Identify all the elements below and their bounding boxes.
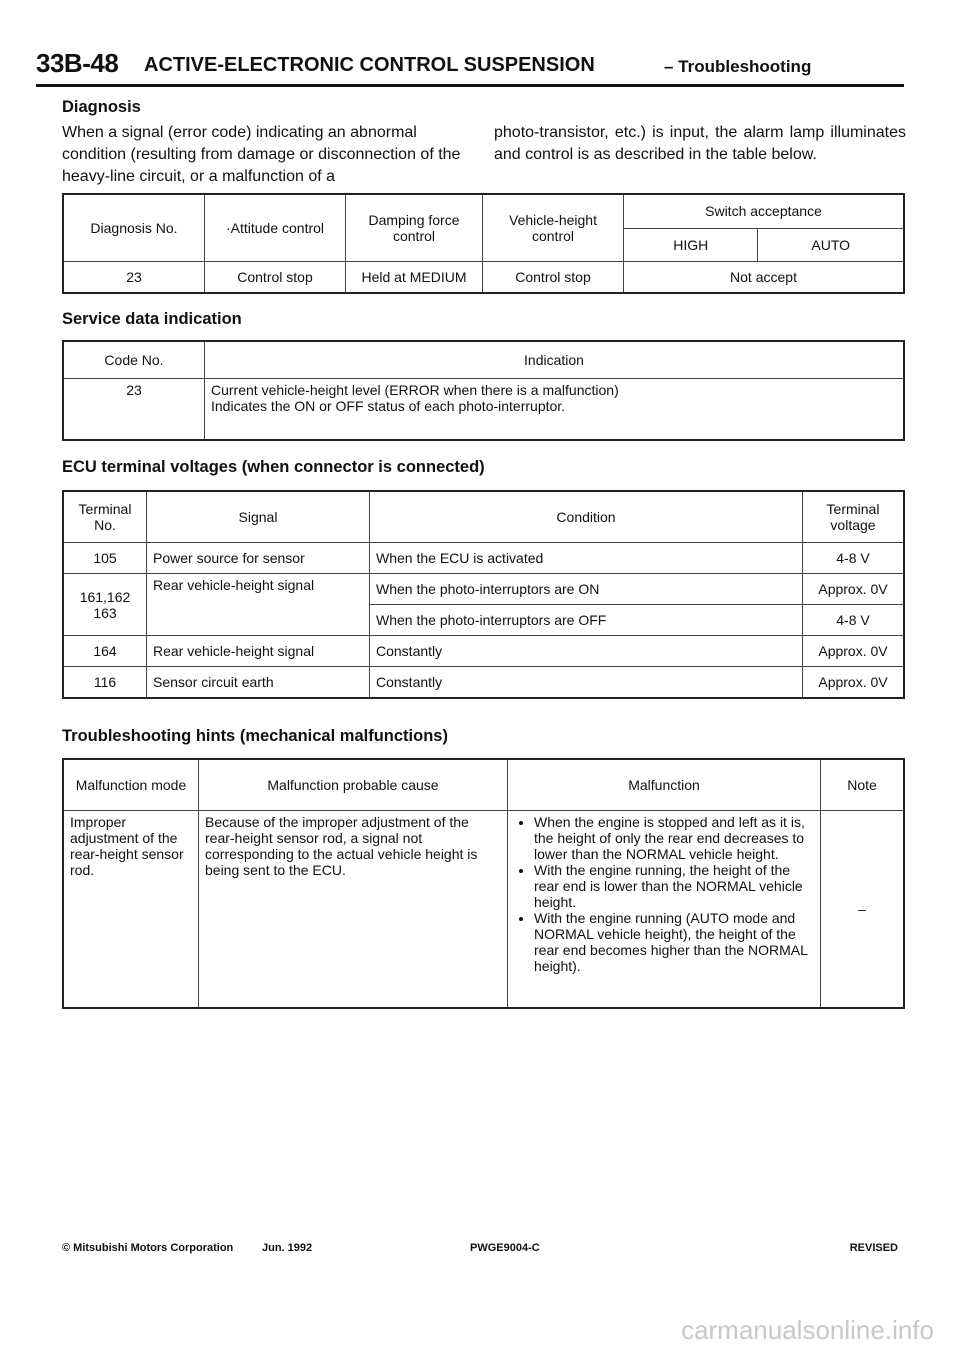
list-item: • When the engine is stopped and left as it is, the height of only the rear end decreases to lower than the NORMAL vehicle height. <box>534 814 814 862</box>
cell-voltage: 4-8 V <box>803 605 905 636</box>
indication-line-2: Indicates the ON or OFF status of each photo-interruptor. <box>211 398 566 414</box>
cell-diag-no: 23 <box>63 262 205 294</box>
service-table <box>62 340 905 441</box>
page-header <box>36 48 904 87</box>
th-indication: Indication <box>205 341 905 379</box>
cell-damping: Held at MEDIUM <box>346 262 483 294</box>
section-subtitle: – Troubleshooting <box>664 57 812 76</box>
ecu-table <box>62 490 905 699</box>
cell-voltage: Approx. 0V <box>803 667 905 699</box>
cell-note: – <box>821 811 905 1009</box>
ecu-heading: ECU terminal voltages (when connector is connected) <box>62 458 485 476</box>
th-diagnosis-no: Diagnosis No. <box>63 194 205 262</box>
th-switch-acceptance: Switch acceptance <box>624 194 905 228</box>
cell-signal: Sensor circuit earth <box>147 667 370 699</box>
page-number: 33B-48 <box>36 48 119 78</box>
cell-condition: When the ECU is activated <box>370 543 803 574</box>
cell-attitude: Control stop <box>205 262 346 294</box>
footer-code: PWGE9004-C <box>470 1242 540 1254</box>
cell-voltage: Approx. 0V <box>803 636 905 667</box>
service-heading: Service data indication <box>62 310 242 328</box>
watermark: carmanualsonline.info <box>681 1315 934 1345</box>
cell-signal: Rear vehicle-height signal <box>147 636 370 667</box>
diagnosis-heading: Diagnosis <box>62 98 141 116</box>
cell-voltage: 4-8 V <box>803 543 905 574</box>
cell-terminal: 116 <box>63 667 147 699</box>
cell-signal: Power source for sensor <box>147 543 370 574</box>
th-terminal-voltage: Terminal voltage <box>803 491 905 543</box>
cell-voltage: Approx. 0V <box>803 574 905 605</box>
diagnosis-text-right: photo-transistor, etc.) is input, the alarm lamp illuminates and control is as described in the table below. <box>494 124 906 163</box>
list-item: • With the engine running (AUTO mode and NORMAL vehicle height), the height of the rear end becomes higher than the NORMAL height). <box>534 910 814 974</box>
footer-status: REVISED <box>849 1242 898 1254</box>
diagnosis-table <box>62 193 905 294</box>
cell-cause: Because of the improper adjustment of the rear-height sensor rod, a signal not corresponding to the actual vehicle height is being sent to the ECU. <box>199 811 508 1009</box>
cell-malfunction <box>508 811 821 1009</box>
th-signal: Signal <box>147 491 370 543</box>
th-attitude: ·Attitude control <box>205 194 346 262</box>
indication-line-1: Current vehicle-height level (ERROR when there is a malfunction) <box>211 382 619 398</box>
table-row <box>63 574 904 605</box>
cell-condition: Constantly <box>370 636 803 667</box>
section-title: ACTIVE-ELECTRONIC CONTROL SUSPENSION <box>144 54 595 76</box>
hints-heading: Troubleshooting hints (mechanical malfunctions) <box>62 727 448 745</box>
hints-table <box>62 758 905 1009</box>
cell-condition: When the photo-interruptors are ON <box>370 574 803 605</box>
cell-indication <box>205 379 905 441</box>
th-vehicle-height: Vehicle-height control <box>483 194 624 262</box>
footer-copyright: © Mitsubishi Motors Corporation <box>62 1242 234 1254</box>
cell-terminal: 105 <box>63 543 147 574</box>
malfunction-list <box>514 814 814 974</box>
cell-mode: Improper adjustment of the rear-height sensor rod. <box>63 811 199 1009</box>
th-note: Note <box>821 759 905 811</box>
th-high: HIGH <box>624 228 758 261</box>
cell-condition: Constantly <box>370 667 803 699</box>
th-terminal-no: Terminal No. <box>63 491 147 543</box>
diagnosis-text-left: When a signal (error code) indicating an abnormal condition (resulting from damage or disconnection of the heavy-line circuit, or a malfunction of a <box>62 124 461 185</box>
th-condition: Condition <box>370 491 803 543</box>
cell-code: 23 <box>63 379 205 441</box>
table-row <box>63 636 904 667</box>
cell-vehicle-height: Control stop <box>483 262 624 294</box>
cell-terminal: 161,162 163 <box>63 574 147 636</box>
th-malfunction: Malfunction <box>508 759 821 811</box>
cell-condition: When the photo-interruptors are OFF <box>370 605 803 636</box>
footer-date: Jun. 1992 <box>262 1242 313 1254</box>
cell-terminal: 164 <box>63 636 147 667</box>
cell-switch: Not accept <box>624 262 905 294</box>
th-damping: Damping force control <box>346 194 483 262</box>
th-probable-cause: Malfunction probable cause <box>199 759 508 811</box>
cell-signal: Rear vehicle-height signal <box>147 574 370 636</box>
table-row <box>63 667 904 699</box>
th-malfunction-mode: Malfunction mode <box>63 759 199 811</box>
th-auto: AUTO <box>758 228 904 261</box>
th-code-no: Code No. <box>63 341 205 379</box>
table-row <box>63 543 904 574</box>
list-item: • With the engine running, the height of the rear end is lower than the NORMAL vehicle height. <box>534 862 814 910</box>
